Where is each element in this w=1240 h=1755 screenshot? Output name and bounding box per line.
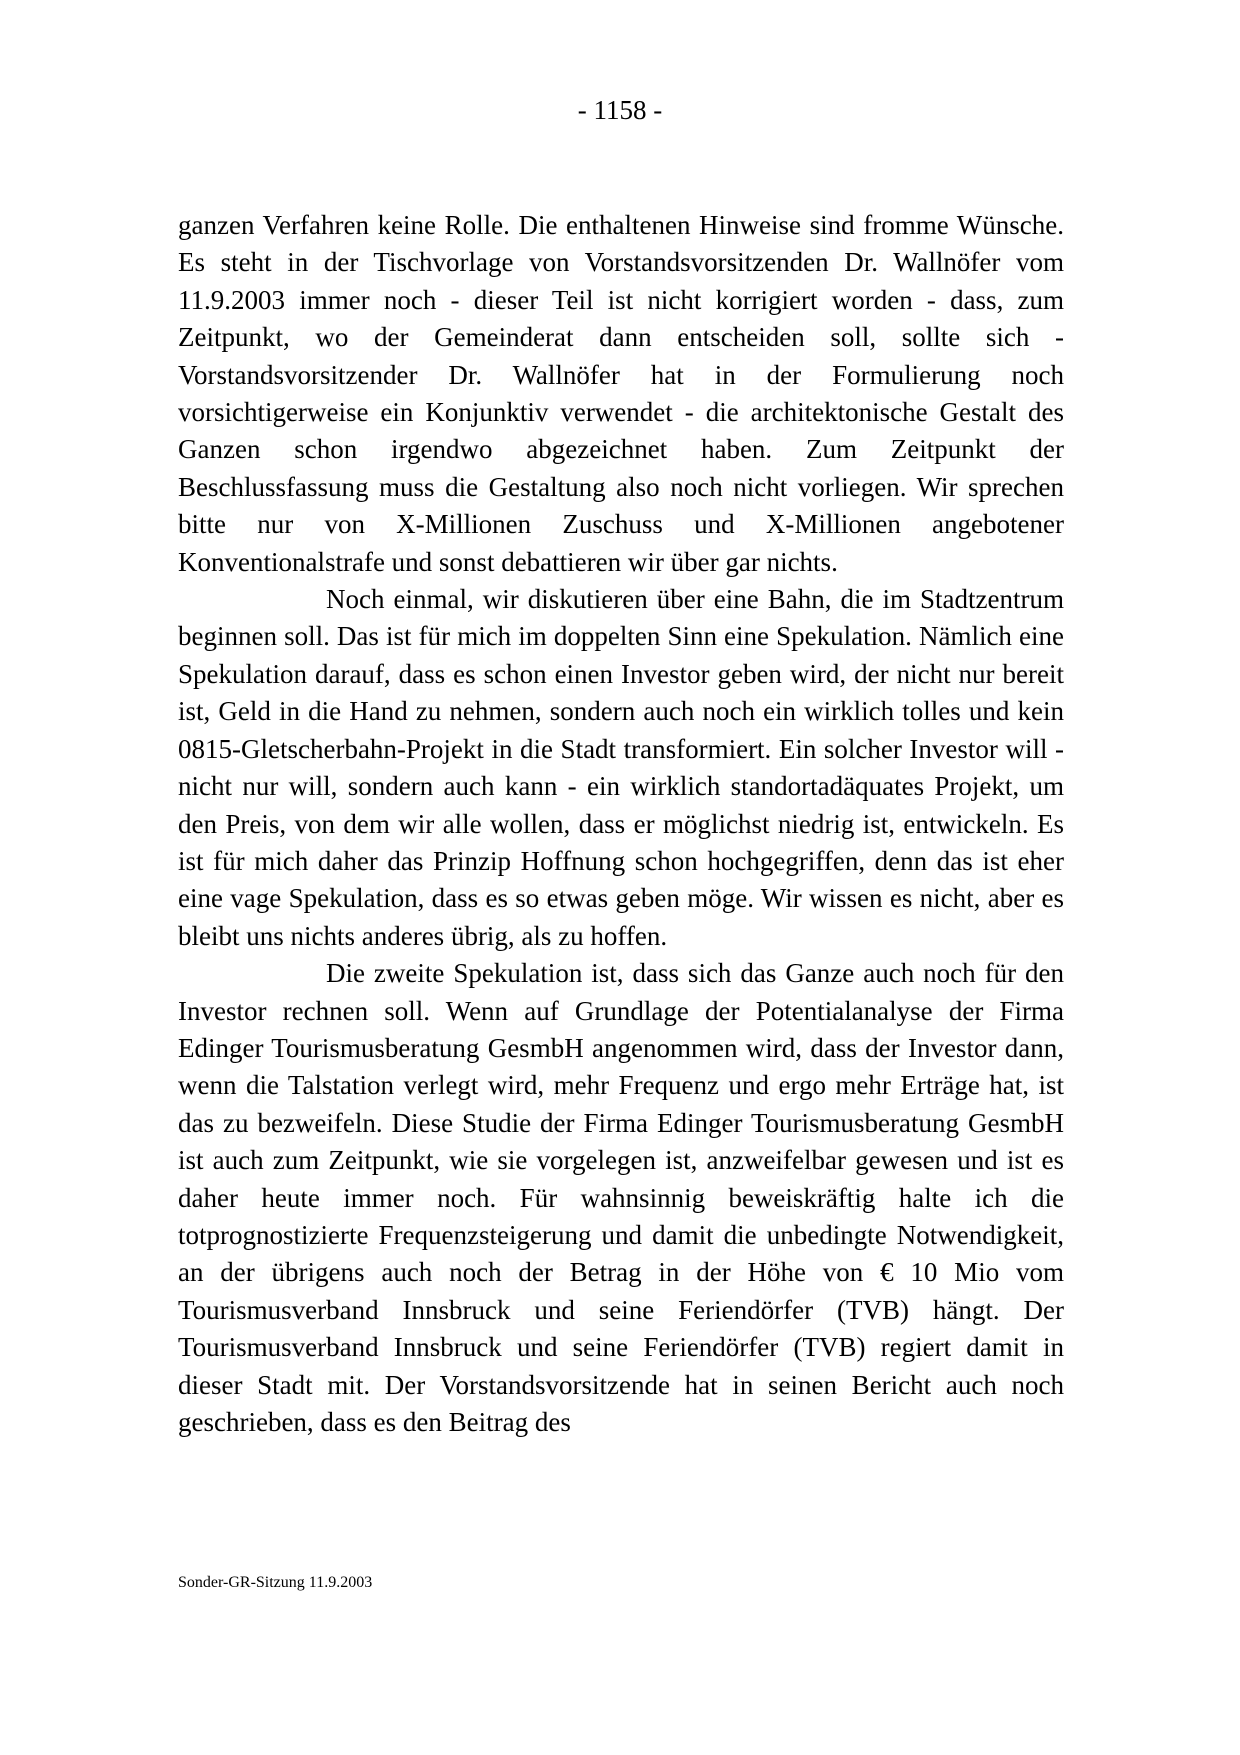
page-footer: Sonder-GR-Sitzung 11.9.2003: [178, 1574, 373, 1591]
paragraph-1: ganzen Verfahren keine Rolle. Die enthaltenen Hinweise sind fromme Wünsche. Es steht in der Tischvorlage von Vorstandsvorsitzenden Dr. Wallnöfer vom 11.9.2003 immer noch - dieser Teil ist nicht korrigiert worden - dass, zum Zeitpunkt, wo der Gemeinderat dann entscheiden soll, sollte sich - Vorstandsvorsitzender Dr. Wallnöfer hat in der Formulierung noch vorsichtigerweise ein Konjunktiv verwendet - die architektonische Gestalt des Ganzen schon irgendwo abgezeichnet haben. Zum Zeitpunkt der Beschlussfassung muss die Gestaltung also noch nicht vorliegen. Wir sprechen bitte nur von X-Millionen Zuschuss und X-Millionen angebotener Konventionalstrafe und sonst debattieren wir über gar nichts.: [178, 210, 1064, 577]
paragraph-3: Die zweite Spekulation ist, dass sich das Ganze auch noch für den Investor rechnen soll. Wenn auf Grundlage der Potentialanalyse der Firma Edinger Tourismusberatung GesmbH angenommen wird, dass der Investor dann, wenn die Talstation verlegt wird, mehr Frequenz und ergo mehr Erträge hat, ist das zu bezweifeln. Diese Studie der Firma Edinger Tourismusberatung GesmbH ist auch zum Zeitpunkt, wie sie vorgelegen ist, anzweifelbar gewesen und ist es daher heute immer noch. Für wahnsinnig beweiskräftig halte ich die totprognostizierte Frequenzsteigerung und damit die unbedingte Notwendigkeit, an der übrigens auch noch der Betrag in der Höhe von € 10 Mio vom Tourismusverband Innsbruck und seine Feriendörfer (TVB) hängt. Der Tourismusverband Innsbruck und seine Feriendörfer (TVB) regiert damit in dieser Stadt mit. Der Vorstandsvorsitzende hat in seinen Bericht auch noch geschrieben, dass es den Beitrag des: [178, 958, 1064, 1437]
page-number: - 1158 -: [577, 95, 663, 125]
paragraph-2: Noch einmal, wir diskutieren über eine Bahn, die im Stadtzentrum beginnen soll. Das ist für mich im doppelten Sinn eine Spekulation. Nämlich eine Spekulation darauf, dass es schon einen Investor geben wird, der nicht nur bereit ist, Geld in die Hand zu nehmen, sondern auch noch ein wirklich tolles und kein 0815-Gletscherbahn-Projekt in die Stadt transformiert. Ein solcher Investor will - nicht nur will, sondern auch kann - ein wirklich standortadäquates Projekt, um den Preis, von dem wir alle wollen, dass er möglichst niedrig ist, entwickeln. Es ist für mich daher das Prinzip Hoffnung schon hochgegriffen, denn das ist eher eine vage Spekulation, dass es so etwas geben möge. Wir wissen es nicht, aber es bleibt uns nichts anderes übrig, als zu hoffen.: [178, 584, 1064, 951]
body-text: [178, 207, 1064, 1441]
